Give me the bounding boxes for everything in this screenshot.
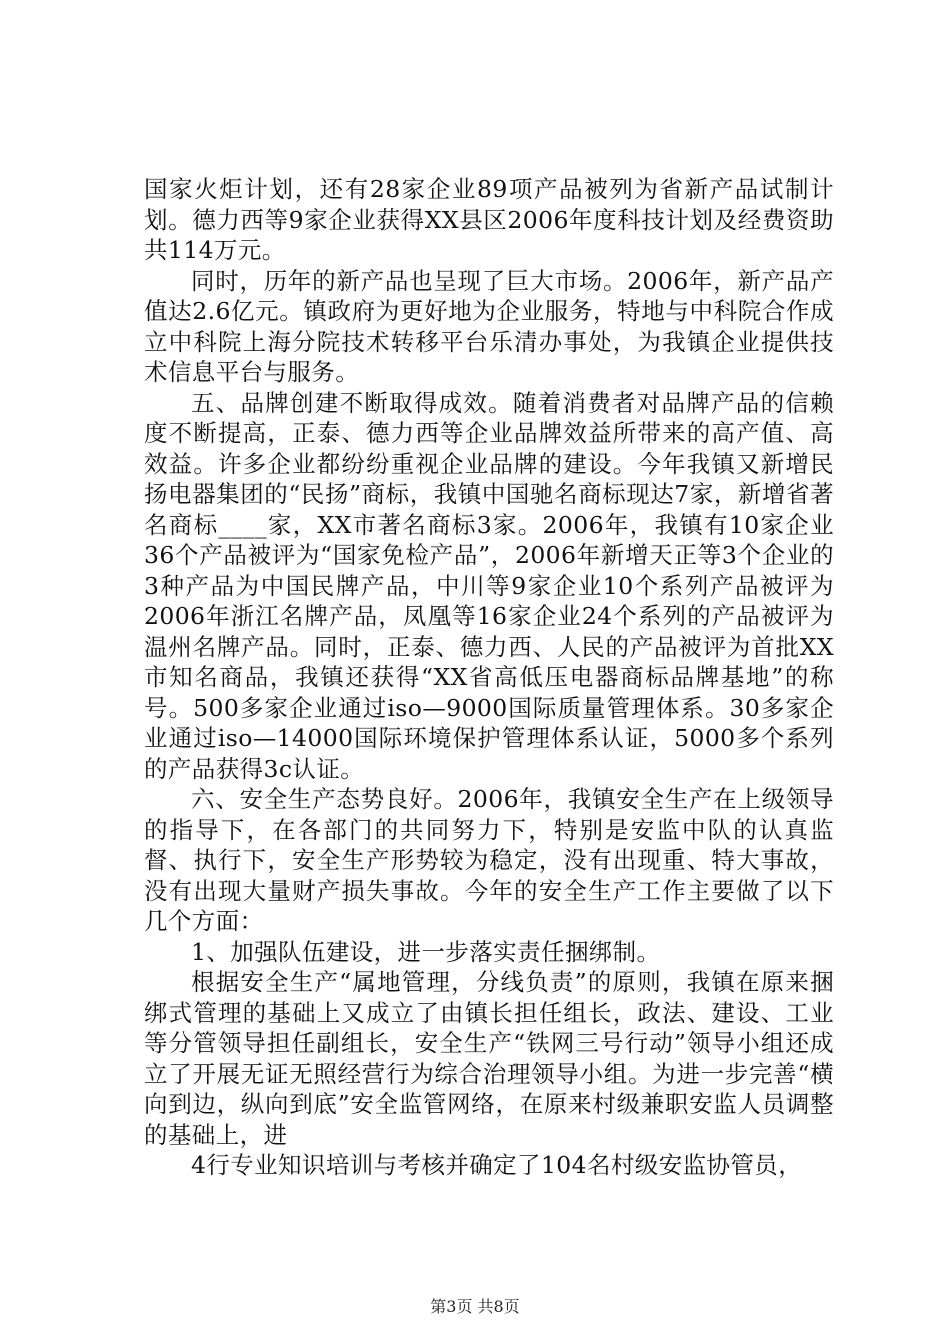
paragraph-safety-production: 六、安全生产态势良好。2006年，我镇安全生产在上级领导的指导下，在各部门的共同努力下，特别是安监中队的认真监督、执行下，安全生产形势较为稳定，没有出现重、特大事故，没有出现大量财产损失事故。今年的安全生产工作主要做了以下几个方面： — [144, 785, 834, 935]
page-number-footer: 第3页 共8页 — [430, 1297, 520, 1316]
paragraph-brand-building: 五、品牌创建不断取得成效。随着消费者对品牌产品的信赖度不断提高，正泰、德力西等企业品牌效益所带来的高产值、高效益。许多企业都纷纷重视企业品牌的建设。今年我镇又新增民扬电器集团的“民扬”商标，我镇中国驰名商标现达7家，新增省著名商标____家，XX市著名商标3家。2006年，我镇有10家企业36个产品被评为“国家免检产品”，2006年新增天正等3个企业的3种产品为中国民牌产品，中川等9家企业10个系列产品被评为2006年浙江名牌产品，凤凰等16家企业24个系列的产品被评为温州名牌产品。同时，正泰、德力西、人民的产品被评为首批XX市知名商品，我镇还获得“XX省高低压电器商标品牌基地”的称号。500多家企业通过iso—9000国际质量管理体系。30多家企业通过iso—14000国际环境保护管理体系认证，5000多个系列的产品获得3c认证。 — [144, 388, 834, 783]
document-body — [144, 174, 834, 1181]
paragraph-team-building-heading: 1、加强队伍建设，进一步落实责任捆绑制。 — [191, 937, 661, 966]
paragraph-territorial-management: 根据安全生产“属地管理，分线负责”的原则，我镇在原来捆绑式管理的基础上又成立了由镇长担任组长，政法、建设、工业等分管领导担任副组长，安全生产“铁网三号行动”领导小组还成立了开展无证无照经营行为综合治理领导小组。为进一步完善“横向到边，纵向到底”安全监管网络，在原来村级兼职安监人员调整的基础上，进 — [144, 968, 834, 1149]
paragraph-continuation: 国家火炬计划，还有28家企业89项产品被列为省新产品试制计划。德力西等9家企业获得XX县区2006年度科技计划及经费资助共114万元。 — [144, 175, 834, 264]
paragraph-training: 4行专业知识培训与考核并确定了104名村级安监协管员， — [191, 1151, 803, 1179]
paragraph-new-products: 同时，历年的新产品也呈现了巨大市场。2006年，新产品产值达2.6亿元。镇政府为更好地为企业服务，特地与中科院合作成立中科院上海分院技术转移平台乐清办事处，为我镇企业提供技术信息平台与服务。 — [144, 266, 834, 386]
